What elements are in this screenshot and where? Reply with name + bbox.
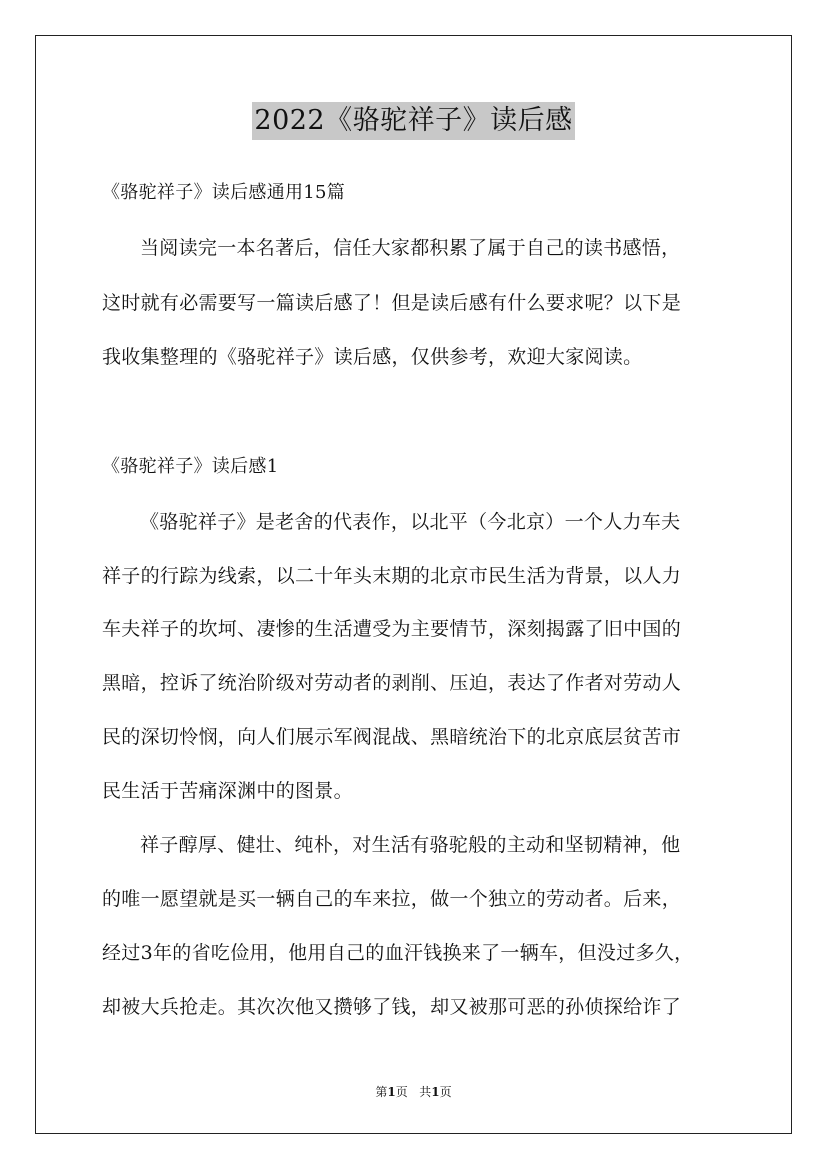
intro-line-3: 我收集整理的《骆驼祥子》读后感，仅供参考，欢迎大家阅读。: [102, 346, 643, 368]
document-subtitle: 《骆驼祥子》读后感通用15篇: [102, 182, 346, 203]
para2-line-3: 经过3年的省吃俭用，他用自己的血汗钱换来了一辆车，但没过多久，: [102, 942, 694, 964]
footer-total-pages: 1: [431, 1085, 440, 1099]
para1-line-4: 黑暗，控诉了统治阶级对劳动者的剥削、压迫，表达了作者对劳动人: [102, 672, 682, 694]
para2-line-2: 的唯一愿望就是买一辆自己的车来拉，做一个独立的劳动者。后来，: [102, 888, 682, 910]
para1-line-1: 《骆驼祥子》是老舍的代表作，以北平（今北京）一个人力车夫: [140, 511, 681, 533]
section-heading: 《骆驼祥子》读后感1: [102, 456, 279, 477]
footer-total-prefix: 共: [419, 1085, 432, 1099]
document-title: 2022《骆驼祥子》读后感: [252, 102, 574, 140]
page-footer: [0, 1084, 827, 1100]
para1-line-6: 民生活于苦痛深渊中的图景。: [102, 780, 353, 802]
footer-page-number: 1: [387, 1085, 396, 1099]
footer-total-suffix: 页: [439, 1085, 452, 1099]
footer-page-suffix: 页: [395, 1085, 408, 1099]
para2-line-4: 却被大兵抢走。其次次他又攒够了钱，却又被那可恶的孙侦探给诈了: [102, 996, 682, 1018]
para1-line-2: 祥子的行踪为线索，以二十年头末期的北京市民生活为背景，以人力: [102, 565, 682, 587]
para1-line-5: 民的深切怜悯，向人们展示军阀混战、黑暗统治下的北京底层贫苦市: [102, 726, 682, 748]
intro-line-1: 当阅读完一本名著后，信任大家都积累了属于自己的读书感悟，: [140, 237, 681, 259]
para2-line-1: 祥子醇厚、健壮、纯朴，对生活有骆驼般的主动和坚韧精神，他: [140, 834, 681, 856]
intro-line-2: 这时就有必需要写一篇读后感了！但是读后感有什么要求呢？以下是: [102, 292, 682, 314]
para1-line-3: 车夫祥子的坎坷、凄惨的生活遭受为主要情节，深刻揭露了旧中国的: [102, 618, 682, 640]
title-wrap: [0, 102, 827, 140]
footer-page-prefix: 第: [375, 1085, 388, 1099]
